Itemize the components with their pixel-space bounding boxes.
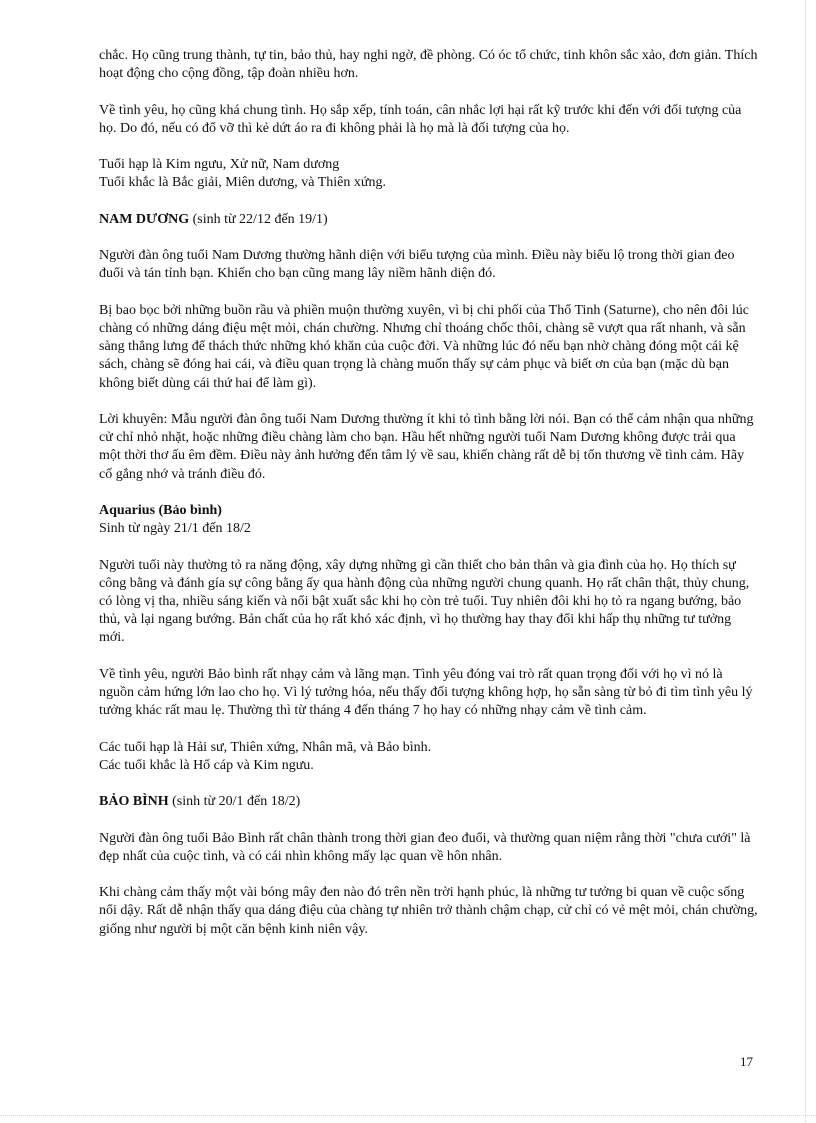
- conflicting-signs-line: Các tuổi khắc là Hổ cáp và Kim ngưu.: [99, 757, 314, 773]
- nam-duong-paragraph-3: Lời khuyên: Mẫu người đàn ông tuổi Nam Dương thường ít khi tỏ tình bằng lời nói. Bạn có thể cảm nhận qua những cử chỉ nhỏ nhặt, hoặc những điều chàng làm cho bạn. Hầu hết những người tuổi Nam Dương không được trải qua một thời thơ ấu êm đềm. Điều này ảnh hưởng đến tâm lý về sau, khiến chàng rất dễ bị tổn thương về tình cảm. Hãy cố gắng nhớ và tránh điều đó.: [99, 411, 754, 482]
- nam-duong-paragraph-1: Người đàn ông tuổi Nam Dương thường hãnh diện với biểu tượng của mình. Điều này biểu lộ trong thời gian đeo đuổi và tán tỉnh bạn. Khiến cho bạn cũng mang lây niềm hãnh diện đó.: [99, 248, 735, 282]
- birth-date-range: Sinh từ ngày 21/1 đến 18/2: [99, 521, 251, 537]
- heading-title: BẢO BÌNH: [99, 794, 169, 810]
- page-edge-divider: [805, 0, 810, 1123]
- intro-compatibility: [99, 156, 759, 192]
- aquarius-paragraph-1: Người tuổi này thường tỏ ra năng động, xây dựng những gì cần thiết cho bản thân và gia đình của họ. Họ thích sự công bằng và đánh gía sự công bằng ấy qua hành động của những người chung quanh. Họ rất chân thật, thủy chung, có lòng vị tha, nhiều sáng kiến và nổi bật xuất sắc khi họ còn trẻ tuổi. Tuy nhiên đôi khi họ tỏ ra ngang bướng, bảo thủ, và lại ngang bướng. Bản chất của họ rất khó xác định, vì họ thường hay thay đổi khi hấp thụ những tư tưởng mới.: [99, 557, 750, 646]
- page-content: [99, 47, 759, 957]
- page-bottom-divider: [0, 1115, 816, 1117]
- conflicting-signs-line: Tuổi khắc là Bắc giải, Miên dương, và Thiên xứng.: [99, 175, 386, 191]
- intro-paragraph-1: chắc. Họ cũng trung thành, tự tin, bảo thủ, hay nghi ngờ, đề phòng. Có óc tổ chức, tinh khôn sắc xảo, đơn giản. Thích hoạt động cho cộng đồng, tập đoàn nhiều hơn.: [99, 48, 758, 82]
- page-number: 17: [740, 1054, 753, 1069]
- compatible-signs-line: Các tuổi hạp là Hải sư, Thiên xứng, Nhân mã, và Bảo bình.: [99, 739, 432, 755]
- heading-subtitle: (sinh từ 20/1 đến 18/2): [172, 794, 301, 810]
- heading-title: Aquarius (Bảo bình): [99, 502, 222, 518]
- bao-binh-paragraph-2: Khi chàng cảm thấy một vài bóng mây đen nào đó trên nền trời hạnh phúc, là những tư tưởng bi quan về cuộc sống nổi dậy. Rất dễ nhận thấy qua dáng điệu của chàng tự nhiên trở thành chậm chạp, cử chỉ có vẻ mệt mỏi, chán chường, giống như người bị một căn bệnh kinh niên vậy.: [99, 885, 758, 937]
- compatible-signs-line: Tuổi hạp là Kim ngưu, Xử nữ, Nam dương: [99, 157, 340, 173]
- heading-subtitle: (sinh từ 22/12 đến 19/1): [192, 211, 328, 227]
- aquarius-paragraph-2: Về tình yêu, người Bảo bình rất nhạy cảm và lãng mạn. Tình yêu đóng vai trò rất quan trọng đối với họ vì nó là nguồn cảm hứng lớn lao cho họ. Vì lý tưởng hóa, nếu thấy đối tượng không hợp, họ sẵn sàng từ bỏ đi tìm tình yêu lý tưởng khác rất mau lẹ. Thường thì từ tháng 4 đến tháng 7 họ hay có những nhạy cảm về tình cảm.: [99, 666, 753, 719]
- heading-title: NAM DƯƠNG: [99, 211, 190, 227]
- intro-paragraph-2: Về tình yêu, họ cũng khá chung tình. Họ sắp xếp, tính toán, cân nhắc lợi hại rất kỹ trước khi đến với đối tượng của họ. Do đó, nếu có đổ vỡ thì kẻ dứt áo ra đi không phải là họ mà là đối tượng của họ.: [99, 102, 742, 136]
- section-heading-aquarius: [99, 502, 759, 538]
- nam-duong-paragraph-2: Bị bao bọc bởi những buồn rầu và phiền muộn thường xuyên, vì bị chi phối của Thổ Tinh (Saturne), cho nên đôi lúc chàng có những dáng điệu mệt mỏi, chán chường. Nhưng chỉ thoáng chốc thôi, chàng sẽ vượt qua rất nhanh, và sẵn sàng thẳng lưng để thách thức những khó khăn của cuộc đời. Và những lúc đó nếu bạn nhờ chàng đóng một cái kệ sách, chàng sẽ đóng hai cái, và điều quan trọng là chàng muốn thấy sự cảm phục và biết ơn của bạn (mặc dù bạn không biết dùng cái thứ hai để làm gì).: [99, 302, 749, 391]
- section-heading-bao-binh: [99, 793, 759, 811]
- aquarius-compatibility: [99, 739, 759, 775]
- section-heading-nam-duong: [99, 211, 759, 229]
- bao-binh-paragraph-1: Người đàn ông tuổi Bảo Bình rất chân thành trong thời gian đeo đuổi, và thường quan niệm rằng thời "chưa cưới" là đẹp nhất của cuộc tình, và có cái nhìn không mấy lạc quan về hôn nhân.: [99, 830, 751, 864]
